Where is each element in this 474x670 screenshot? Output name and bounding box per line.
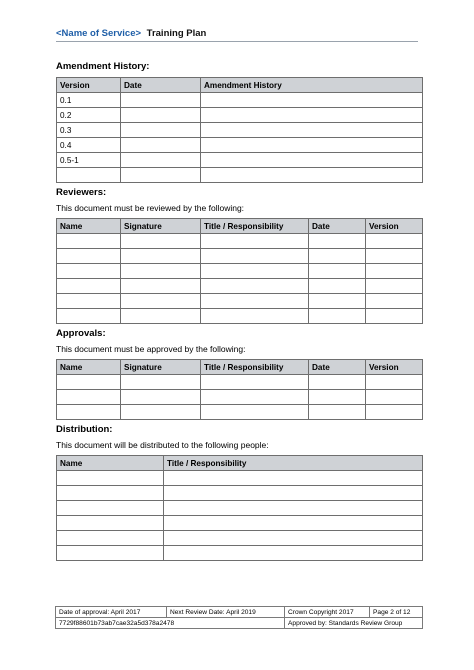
- table-cell[interactable]: [57, 309, 121, 324]
- version-cell[interactable]: 0.4: [57, 138, 121, 153]
- table-cell[interactable]: [121, 279, 201, 294]
- table-cell[interactable]: [366, 375, 423, 390]
- date-cell[interactable]: [121, 153, 201, 168]
- date-cell[interactable]: [121, 93, 201, 108]
- table-cell[interactable]: [57, 471, 164, 486]
- table-cell[interactable]: [366, 234, 423, 249]
- version-cell[interactable]: 0.2: [57, 108, 121, 123]
- table-row: [57, 234, 423, 249]
- table-cell[interactable]: [57, 546, 164, 561]
- table-cell[interactable]: [164, 486, 423, 501]
- table-cell[interactable]: [309, 264, 366, 279]
- table-cell[interactable]: [309, 279, 366, 294]
- table-row: [57, 279, 423, 294]
- reviewers-intro: This document must be reviewed by the following:: [56, 203, 245, 213]
- table-cell[interactable]: [201, 375, 309, 390]
- table-cell[interactable]: [164, 546, 423, 561]
- table-cell[interactable]: [164, 531, 423, 546]
- date-cell[interactable]: [121, 138, 201, 153]
- table-cell[interactable]: [121, 264, 201, 279]
- distribution-table: [56, 455, 423, 561]
- document-id: 7729f88601b73ab7cae32a5d378a2478: [56, 618, 285, 629]
- column-header-signature: Signature: [121, 219, 201, 234]
- footer-row: [56, 618, 423, 629]
- approval-date: Date of approval: April 2017: [56, 607, 167, 618]
- table-cell[interactable]: [121, 249, 201, 264]
- table-cell[interactable]: [366, 405, 423, 420]
- table-row: [57, 249, 423, 264]
- table-row: [57, 309, 423, 324]
- amendment-history-table: [56, 77, 423, 183]
- amendment-cell[interactable]: [201, 108, 423, 123]
- table-cell[interactable]: [201, 390, 309, 405]
- approvals-intro: This document must be approved by the following:: [56, 344, 246, 354]
- service-name-placeholder: <Name of Service>: [56, 28, 142, 39]
- table-cell[interactable]: [309, 390, 366, 405]
- table-cell[interactable]: [57, 264, 121, 279]
- table-row: [57, 294, 423, 309]
- table-row: [57, 264, 423, 279]
- table-cell[interactable]: [57, 279, 121, 294]
- version-cell[interactable]: 0.1: [57, 93, 121, 108]
- amendment-cell[interactable]: [201, 168, 423, 183]
- column-header-version: Version: [366, 219, 423, 234]
- column-header-signature: Signature: [121, 360, 201, 375]
- table-cell[interactable]: [201, 264, 309, 279]
- table-row: [57, 516, 423, 531]
- table-cell[interactable]: [201, 249, 309, 264]
- distribution-intro: This document will be distributed to the following people:: [56, 440, 269, 450]
- reviewers-table: [56, 218, 423, 324]
- table-row: [57, 138, 423, 153]
- date-cell[interactable]: [121, 123, 201, 138]
- column-header-name: Name: [57, 219, 121, 234]
- amendment-cell[interactable]: [201, 123, 423, 138]
- table-cell[interactable]: [121, 390, 201, 405]
- table-cell[interactable]: [309, 249, 366, 264]
- distribution-heading: Distribution:: [56, 424, 113, 435]
- table-cell[interactable]: [57, 501, 164, 516]
- table-cell[interactable]: [121, 405, 201, 420]
- version-cell[interactable]: 0.3: [57, 123, 121, 138]
- table-cell[interactable]: [309, 294, 366, 309]
- table-row: [57, 123, 423, 138]
- table-row: [57, 375, 423, 390]
- table-cell[interactable]: [164, 471, 423, 486]
- table-cell[interactable]: [57, 249, 121, 264]
- amendment-history-heading: Amendment History:: [56, 61, 150, 72]
- column-header-date: Date: [309, 360, 366, 375]
- footer-row: [56, 607, 423, 618]
- amendment-cell[interactable]: [201, 93, 423, 108]
- table-row: [57, 531, 423, 546]
- next-review-date: Next Review Date: April 2019: [167, 607, 285, 618]
- table-row: [57, 108, 423, 123]
- table-cell[interactable]: [309, 234, 366, 249]
- table-row: [57, 471, 423, 486]
- reviewers-heading: Reviewers:: [56, 187, 107, 198]
- table-cell[interactable]: [57, 486, 164, 501]
- table-row: [57, 405, 423, 420]
- table-row: [57, 390, 423, 405]
- table-cell[interactable]: [164, 516, 423, 531]
- column-header-name: Name: [57, 456, 164, 471]
- table-cell[interactable]: [309, 309, 366, 324]
- table-cell[interactable]: [201, 309, 309, 324]
- table-row: [57, 501, 423, 516]
- column-header-title-responsibility: Title / Responsibility: [201, 360, 309, 375]
- table-row: [57, 93, 423, 108]
- column-header-name: Name: [57, 360, 121, 375]
- table-cell[interactable]: [57, 234, 121, 249]
- table-cell[interactable]: [121, 234, 201, 249]
- table-cell[interactable]: [121, 375, 201, 390]
- date-cell[interactable]: [121, 108, 201, 123]
- table-row: [57, 486, 423, 501]
- table-row: [57, 546, 423, 561]
- date-cell[interactable]: [121, 168, 201, 183]
- table-cell[interactable]: [309, 405, 366, 420]
- table-cell[interactable]: [309, 375, 366, 390]
- column-header-version: Version: [57, 78, 121, 93]
- copyright: Crown Copyright 2017: [285, 607, 370, 618]
- column-header-date: Date: [309, 219, 366, 234]
- column-header-version: Version: [366, 360, 423, 375]
- table-cell[interactable]: [201, 294, 309, 309]
- table-cell[interactable]: [201, 234, 309, 249]
- column-header-date: Date: [121, 78, 201, 93]
- page-footer: [55, 606, 423, 629]
- approved-by: Approved by: Standards Review Group: [285, 618, 423, 629]
- approvals-heading: Approvals:: [56, 328, 106, 339]
- page-number: Page 2 of 12: [370, 607, 423, 618]
- document-title: Training Plan: [146, 28, 207, 39]
- approvals-table: [56, 359, 423, 420]
- table-cell[interactable]: [57, 294, 121, 309]
- table-cell[interactable]: [366, 279, 423, 294]
- table-row: [57, 168, 423, 183]
- table-cell[interactable]: [57, 390, 121, 405]
- column-header-title-responsibility: Title / Responsibility: [201, 219, 309, 234]
- table-cell[interactable]: [366, 294, 423, 309]
- table-cell[interactable]: [201, 279, 309, 294]
- table-cell[interactable]: [164, 501, 423, 516]
- column-header-amendment-history: Amendment History: [201, 78, 423, 93]
- amendment-cell[interactable]: [201, 153, 423, 168]
- table-cell[interactable]: [57, 405, 121, 420]
- table-cell[interactable]: [121, 294, 201, 309]
- table-cell[interactable]: [57, 375, 121, 390]
- page-header: [56, 28, 418, 42]
- table-cell[interactable]: [366, 390, 423, 405]
- table-cell[interactable]: [121, 309, 201, 324]
- table-cell[interactable]: [366, 264, 423, 279]
- table-cell[interactable]: [201, 405, 309, 420]
- amendment-cell[interactable]: [201, 138, 423, 153]
- column-header-title-responsibility: Title / Responsibility: [164, 456, 423, 471]
- version-cell[interactable]: 0.5-1: [57, 153, 121, 168]
- version-cell[interactable]: [57, 168, 121, 183]
- table-cell[interactable]: [366, 309, 423, 324]
- table-row: [57, 153, 423, 168]
- table-cell[interactable]: [57, 531, 164, 546]
- table-cell[interactable]: [57, 516, 164, 531]
- table-cell[interactable]: [366, 249, 423, 264]
